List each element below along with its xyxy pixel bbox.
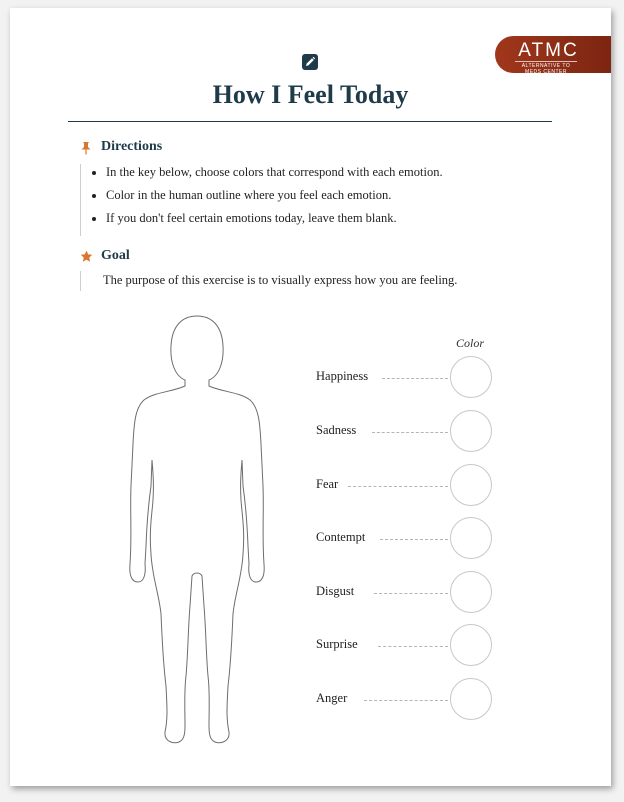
color-swatch-sadness[interactable] xyxy=(450,410,492,452)
emotion-row-surprise xyxy=(316,624,556,668)
emotion-label: Disgust xyxy=(316,584,360,599)
emotion-row-sadness xyxy=(316,410,556,454)
logo-text: ATMC xyxy=(518,40,579,61)
emotion-label: Fear xyxy=(316,477,344,492)
title-divider xyxy=(68,121,552,122)
color-swatch-surprise[interactable] xyxy=(450,624,492,666)
emotion-label: Contempt xyxy=(316,530,371,545)
atmc-logo xyxy=(495,36,611,73)
worksheet-page xyxy=(10,8,611,786)
direction-item: • Color in the human outline where you feel each emotion. xyxy=(106,187,443,204)
emotion-label: Surprise xyxy=(316,637,364,652)
color-column-header: Color xyxy=(456,336,485,350)
color-swatch-disgust[interactable] xyxy=(450,571,492,613)
emotion-row-disgust xyxy=(316,571,556,615)
human-outline[interactable] xyxy=(122,314,272,746)
emotion-row-fear xyxy=(316,464,556,508)
edit-icon xyxy=(302,54,318,70)
emotion-label: Happiness xyxy=(316,369,374,384)
leader-line xyxy=(374,593,448,594)
emotion-row-contempt xyxy=(316,517,556,561)
page-title: How I Feel Today xyxy=(212,80,409,109)
directions-bar xyxy=(80,164,81,236)
leader-line xyxy=(378,646,448,647)
emotion-row-happiness xyxy=(316,356,556,400)
color-swatch-contempt[interactable] xyxy=(450,517,492,559)
logo-subtitle: ALTERNATIVE TO MEDS CENTER xyxy=(515,61,577,75)
leader-line xyxy=(348,486,448,487)
goal-text: The purpose of this exercise is to visually express how you are feeling. xyxy=(103,273,458,287)
leader-line xyxy=(372,432,448,433)
pushpin-icon xyxy=(80,141,92,155)
emotion-row-anger xyxy=(316,678,556,722)
color-swatch-fear[interactable] xyxy=(450,464,492,506)
color-swatch-happiness[interactable] xyxy=(450,356,492,398)
goal-bar xyxy=(80,271,81,291)
leader-line xyxy=(382,378,448,379)
emotion-label: Sadness xyxy=(316,423,362,438)
color-swatch-anger[interactable] xyxy=(450,678,492,720)
leader-line xyxy=(380,539,448,540)
star-icon xyxy=(80,250,93,263)
direction-item: • In the key below, choose colors that correspond with each emotion. xyxy=(106,164,443,181)
direction-item: • If you don't feel certain emotions today, leave them blank. xyxy=(106,210,443,227)
directions-list xyxy=(92,164,443,233)
leader-line xyxy=(364,700,448,701)
directions-heading-label: Directions xyxy=(101,139,163,154)
goal-heading-label: Goal xyxy=(101,248,130,263)
emotion-label: Anger xyxy=(316,691,353,706)
